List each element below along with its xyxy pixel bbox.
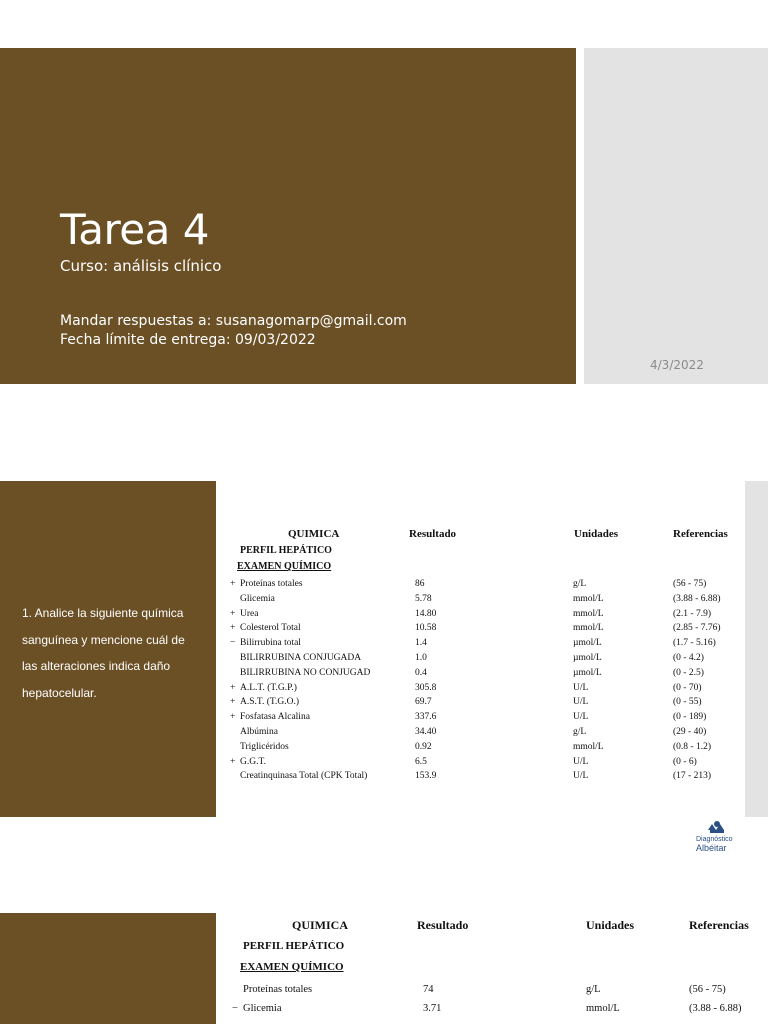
row-unit: g/L bbox=[586, 984, 601, 995]
header-referencias-2: Referencias bbox=[689, 918, 749, 932]
row-analyte: A.S.T. (T.G.O.) bbox=[240, 697, 300, 708]
slide2-side-panel bbox=[745, 481, 768, 817]
row-unit: U/L bbox=[573, 712, 589, 723]
row-mark: + bbox=[230, 697, 236, 708]
row-unit: U/L bbox=[573, 756, 589, 767]
row-mark: + bbox=[230, 579, 236, 589]
row-analyte: Triglicéridos bbox=[240, 741, 289, 752]
row-unit: mmol/L bbox=[573, 623, 604, 634]
perfil-heading-2: PERFIL HEPÁTICO bbox=[243, 940, 345, 952]
row-reference: (1.7 - 5.16) bbox=[673, 638, 716, 649]
examen-heading-2: EXAMEN QUÍMICO bbox=[240, 961, 344, 973]
row-unit: mmol/L bbox=[573, 593, 604, 604]
row-result: 14.80 bbox=[415, 608, 437, 619]
row-mark: + bbox=[230, 712, 236, 723]
row-reference: (0 - 4.2) bbox=[673, 653, 704, 663]
row-result: 86 bbox=[415, 579, 425, 589]
row-reference: (17 - 213) bbox=[673, 771, 711, 782]
row-reference: (29 - 40) bbox=[673, 727, 707, 737]
lab-logo-text: Diagnóstico Albéitar bbox=[696, 836, 733, 853]
row-analyte: Proteínas totales bbox=[243, 984, 313, 995]
row-reference: (0 - 6) bbox=[673, 756, 697, 767]
row-analyte: A.L.T. (T.G.P.) bbox=[240, 682, 297, 693]
row-analyte: Urea bbox=[240, 608, 259, 619]
row-result: 69.7 bbox=[415, 697, 432, 708]
row-unit: mmol/L bbox=[586, 1003, 620, 1014]
row-unit: g/L bbox=[573, 579, 587, 589]
question-text: 1. Analice la siguiente química sanguínea y mencione cuál de las alteraciones indica daño hepatocelular. bbox=[22, 606, 185, 700]
row-mark: + bbox=[230, 623, 236, 634]
row-mark: − bbox=[230, 638, 236, 649]
row-unit: U/L bbox=[573, 682, 589, 693]
row-result: 3.71 bbox=[423, 1003, 442, 1014]
row-result: 305.8 bbox=[415, 682, 437, 693]
row-unit: µmol/L bbox=[573, 653, 602, 663]
row-result: 10.58 bbox=[415, 623, 437, 634]
row-result: 0.4 bbox=[415, 667, 427, 678]
row-unit: U/L bbox=[573, 697, 589, 708]
row-analyte: Glicemia bbox=[243, 1003, 282, 1014]
row-analyte: Glicemia bbox=[240, 593, 275, 604]
header-unidades-2: Unidades bbox=[586, 918, 635, 932]
deadline-line: Fecha límite de entrega: 09/03/2022 bbox=[60, 332, 316, 348]
slide-title: Tarea 4 bbox=[60, 205, 209, 254]
header-quimica-2: QUIMICA bbox=[292, 918, 348, 932]
row-analyte: BILIRRUBINA NO CONJUGAD bbox=[240, 667, 371, 678]
row-analyte: Albúmina bbox=[240, 727, 278, 737]
slide-subtitle: Curso: análisis clínico bbox=[60, 257, 222, 275]
row-result: 1.4 bbox=[415, 638, 427, 649]
row-reference: (0 - 70) bbox=[673, 682, 702, 693]
row-unit: g/L bbox=[573, 727, 587, 737]
row-unit: mmol/L bbox=[573, 741, 604, 752]
row-result: 1.0 bbox=[415, 653, 427, 663]
row-mark: + bbox=[230, 608, 236, 619]
row-reference: (56 - 75) bbox=[689, 984, 726, 995]
row-reference: (3.88 - 6.88) bbox=[689, 1003, 742, 1014]
row-result: 153.9 bbox=[415, 771, 437, 782]
header-resultado-2: Resultado bbox=[417, 918, 469, 932]
row-unit: U/L bbox=[573, 771, 589, 782]
header-unidades: Unidades bbox=[574, 528, 619, 540]
examen-heading: EXAMEN QUÍMICO bbox=[237, 561, 332, 572]
row-result: 0.92 bbox=[415, 741, 432, 752]
row-reference: (56 - 75) bbox=[673, 579, 707, 589]
row-result: 337.6 bbox=[415, 712, 437, 723]
row-mark: + bbox=[230, 682, 236, 693]
row-result: 5.78 bbox=[415, 593, 432, 604]
row-analyte: Proteínas totales bbox=[240, 579, 303, 589]
row-reference: (3.88 - 6.88) bbox=[673, 593, 721, 604]
slide-date: 4/3/2022 bbox=[650, 358, 704, 372]
row-reference: (2.1 - 7.9) bbox=[673, 608, 711, 619]
row-reference: (2.85 - 7.76) bbox=[673, 623, 721, 634]
row-mark: − bbox=[232, 1003, 238, 1014]
row-unit: µmol/L bbox=[573, 638, 602, 649]
row-analyte: BILIRRUBINA CONJUGADA bbox=[240, 653, 362, 663]
perfil-heading: PERFIL HEPÁTICO bbox=[240, 545, 332, 556]
row-result: 6.5 bbox=[415, 756, 427, 767]
row-reference: (0 - 2.5) bbox=[673, 667, 704, 678]
row-mark: + bbox=[230, 756, 236, 767]
row-reference: (0.8 - 1.2) bbox=[673, 741, 711, 752]
row-analyte: Creatinquinasa Total (CPK Total) bbox=[240, 771, 368, 782]
row-result: 34.40 bbox=[415, 727, 437, 737]
email-line: Mandar respuestas a: susanagomarp@gmail.com bbox=[60, 313, 407, 329]
row-unit: mmol/L bbox=[573, 608, 604, 619]
question-panel-2 bbox=[0, 913, 216, 1024]
row-analyte: Bilirrubina total bbox=[240, 638, 301, 649]
row-analyte: G.G.T. bbox=[240, 756, 266, 767]
row-reference: (0 - 55) bbox=[673, 697, 702, 708]
header-quimica: QUIMICA bbox=[288, 528, 340, 540]
row-analyte: Fosfatasa Alcalina bbox=[240, 712, 310, 723]
header-referencias: Referencias bbox=[673, 528, 728, 540]
row-analyte: Colesterol Total bbox=[240, 623, 301, 634]
header-resultado: Resultado bbox=[409, 528, 457, 540]
title-slide-side-panel bbox=[584, 48, 768, 384]
row-result: 74 bbox=[423, 984, 434, 995]
row-unit: µmol/L bbox=[573, 667, 602, 678]
row-reference: (0 - 189) bbox=[673, 712, 707, 723]
